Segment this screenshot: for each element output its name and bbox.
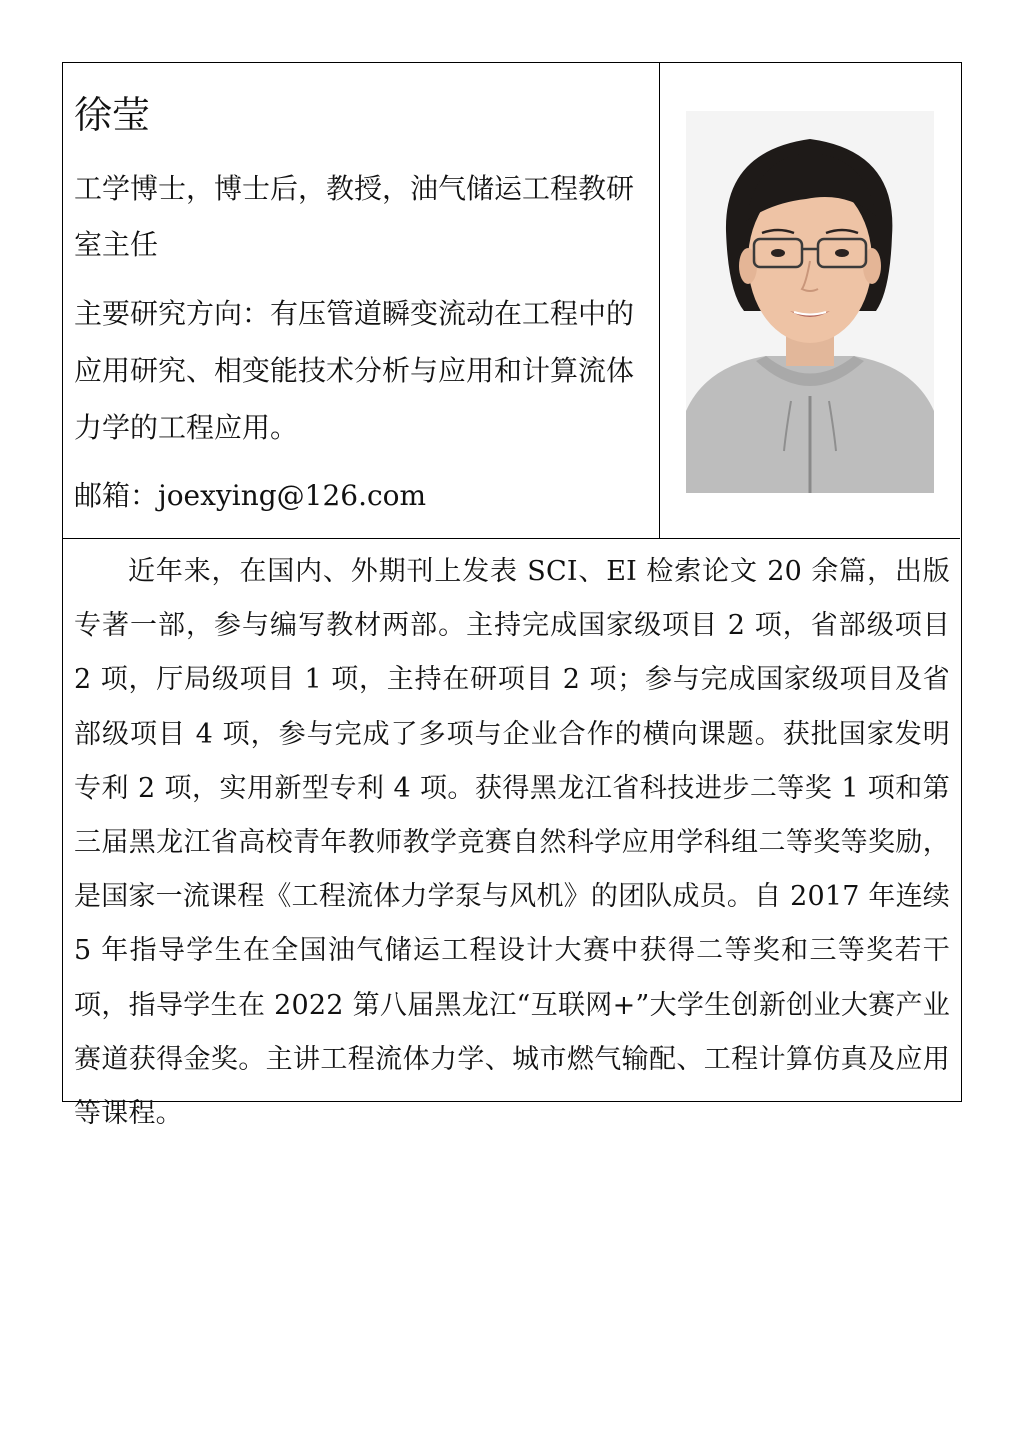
research-direction: 主要研究方向：有压管道瞬变流动在工程中的应用研究、相变能技术分析与应用和计算流体力学的工程应用。: [74, 297, 635, 444]
bio-paragraph: 近年来，在国内、外期刊上发表 SCI、EI 检索论文 20 余篇，出版专著一部，参与编写教材两部。主持完成国家级项目 2 项，省部级项目 2 项，厅局级项目 1 项，主持在研项目 2 项；参与完成国家级项目及省部级项目 4 项，参与完成了多项与企业合作的横向课题。获批国家发明专利 2 项，实用新型专利 4 项。获得黑龙江省科技进步二等奖 1 项和第三届黑龙江省高校青年教师教学竞赛自然科学应用学科组二等奖等奖励，是国家一流课程《工程流体力学泵与风机》的团队成员。自 2017 年连续 5 年指导学生在全国油气储运工程设计大赛中获得二等奖和三等奖若干项，指导学生在 2022 第八届黑龙江“互联网+”大学生创新创业大赛产业赛道获得金奖。主讲工程流体力学、城市燃气输配、工程计算仿真及应用等课程。: [74, 556, 950, 1130]
person-name: 徐莹: [74, 93, 151, 137]
email-line: [74, 468, 647, 524]
info-cell: [63, 63, 660, 538]
bio-cell: [63, 539, 960, 1130]
portrait-illustration: [686, 111, 934, 493]
profile-table: [62, 62, 962, 1130]
email-address: joexying@126.com: [158, 479, 427, 512]
photo-cell: [660, 63, 960, 538]
profile-header-row: [63, 63, 960, 539]
email-label: 邮箱：: [74, 479, 159, 512]
person-title: 工学博士，博士后，教授，油气储运工程教研室主任: [74, 172, 635, 261]
headshot-photo: [686, 111, 934, 493]
